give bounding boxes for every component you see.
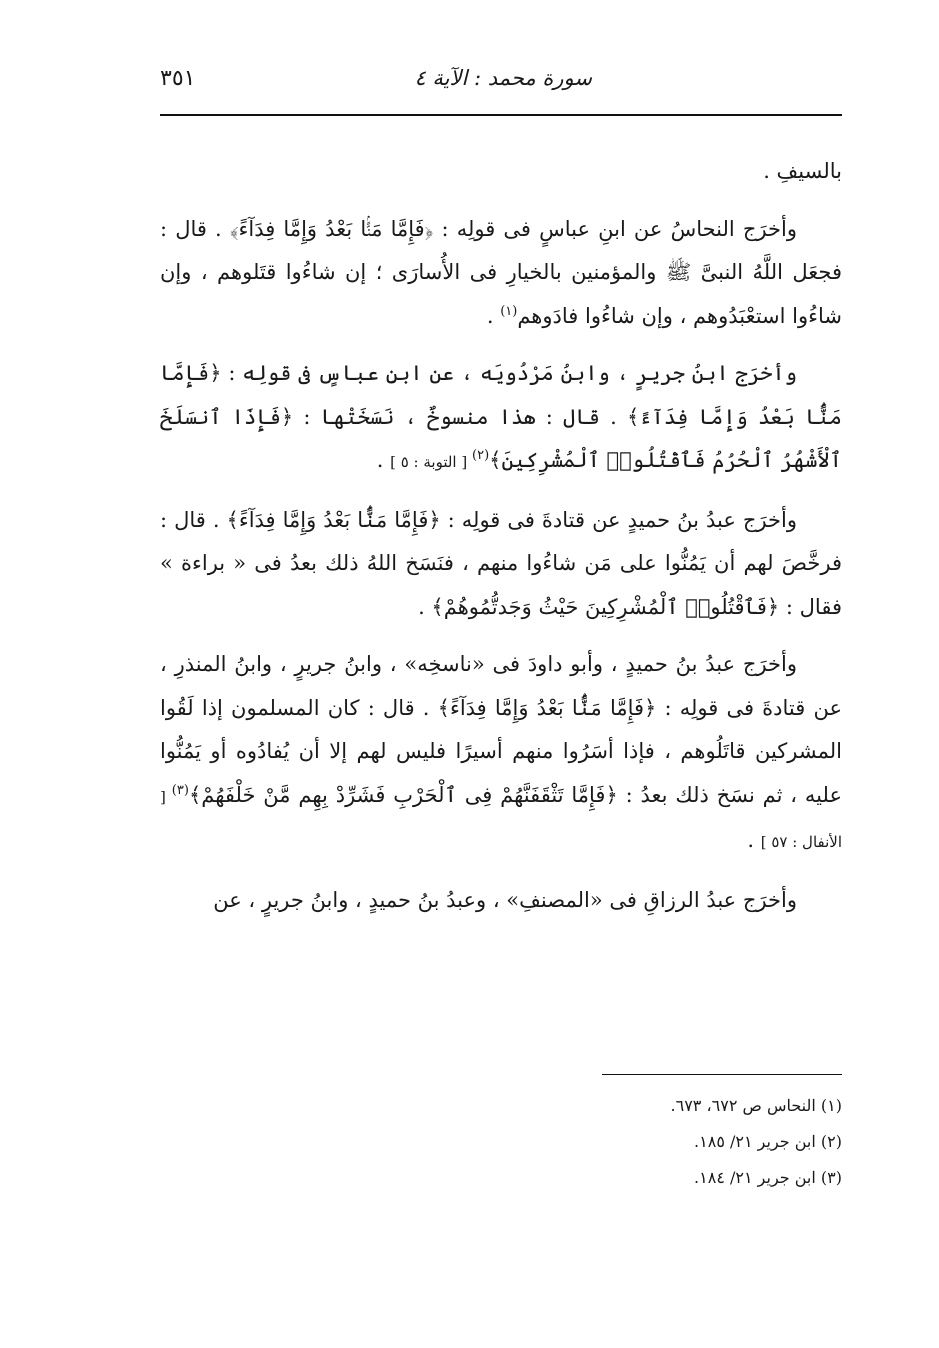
- footnote-marker-2: (٢): [472, 448, 490, 463]
- paragraph-1: [160, 208, 842, 339]
- main-text: [160, 150, 842, 936]
- paragraph-4-text: وأخرَج عبدُ بنُ حميدٍ ، وأبو داودَ فى «ناسخِه» ، وابنُ جريرٍ ، وابنُ المنذرِ ، عن قتادةَ فى قولِه : ﴿فَإِمَّا مَنًّۢا بَعْدُ وَإِمَّا فِدَآءً﴾ . قال : كان المسلمون إذا لَقُوا المشركين قاتَلُوهم ، فإذا أسَرُوا منهم أسيرًا فليس لهم إلا أن يُفادُوه أو يَمُنُّوا عليه ، ثم نسَخ ذلك بعدُ : ﴿فَإِمَّا تَثْقَفَنَّهُمْ فِى ٱلْحَرْبِ فَشَرِّدْ بِهِم مَّنْ خَلْفَهُمْ﴾: [160, 652, 843, 807]
- verse-reference-1: [ التوبة : ٥ ]: [390, 453, 472, 471]
- footnote-3: (٣) ابن جرير ٢١/ ١٨٤.: [694, 1168, 842, 1187]
- paragraph-1-end: .: [486, 303, 501, 328]
- header-divider: [160, 114, 842, 116]
- paragraph-2-end: .: [376, 448, 391, 472]
- footnotes: [160, 1088, 842, 1196]
- paragraph-1-text: وأخرَج النحاسُ عن ابنِ عباسٍ فى قولِه : ﴿فَإِمَّا مَنًّۢا بَعْدُ وَإِمَّا فِدَآءً﴾ . قال : فجعَل اللَّهُ النبىَّ ﷺ والمؤمنين بالخيارِ فى الأُسارَى ؛ إن شاءُوا قتَلوهم ، وإن شاءُوا استعْبَدُوهم ، وإن شاءُوا فادَوهم: [160, 216, 842, 328]
- paragraph-2-text: وأخرَج ابنُ جريرٍ ، وابنُ مَرْدُويَه ، عن ابنِ عباسٍ فى قولِه : ﴿فَإِمَّا مَنًّۢا بَعْدُ وَإِمَّا فِدَآءً﴾ . قال : هذا منسوخٌ ، نَسَخَتْها : ﴿فَإِذَا ٱنسَلَخَ ٱلْأَشْهُرُ ٱلْحُرُمُ فَٱقْتُلُوا۟ ٱلْمُشْرِكِينَ﴾: [160, 361, 842, 472]
- paragraph-5: وأخرَج عبدُ الرزاقِ فى «المصنفِ» ، وعبدُ بنُ حميدٍ ، وابنُ جريرٍ ، عن: [213, 887, 797, 912]
- paragraph-2: [160, 352, 842, 485]
- page-number: ٣٥١: [160, 66, 196, 91]
- verse-reference-2: [ الأنفال : ٥٧ ]: [160, 787, 842, 851]
- page-header: [160, 62, 842, 102]
- footnote-1: (١) النحاس ص ٦٧٢، ٦٧٣.: [670, 1096, 842, 1115]
- running-title: سورة محمد : الآية ٤: [414, 66, 592, 90]
- footnote-divider: [602, 1074, 842, 1075]
- paragraph-3: وأخرَج عبدُ بنُ حميدٍ عن قتادةَ فى قولِه : ﴿فَإِمَّا مَنًّۢا بَعْدُ وَإِمَّا فِدَآءً﴾ . قال : فرخَّصَ لهم أن يَمُنُّوا على مَن شاءُوا منهم ، فنَسَخ اللهُ ذلك بعدُ فى « براءة » فقال : ﴿فَٱقْتُلُوا۟ ٱلْمُشْرِكِينَ حَيْثُ وَجَدتُّمُوهُمْ﴾ .: [160, 507, 842, 619]
- footnote-2: (٢) ابن جرير ٢١/ ١٨٥.: [694, 1132, 842, 1151]
- opening-line: بالسيفِ .: [763, 159, 842, 183]
- footnote-marker-3: (٣): [171, 782, 189, 798]
- paragraph-4-end: .: [747, 828, 761, 852]
- footnote-marker-1: (١): [500, 303, 518, 319]
- paragraph-4: [160, 643, 842, 865]
